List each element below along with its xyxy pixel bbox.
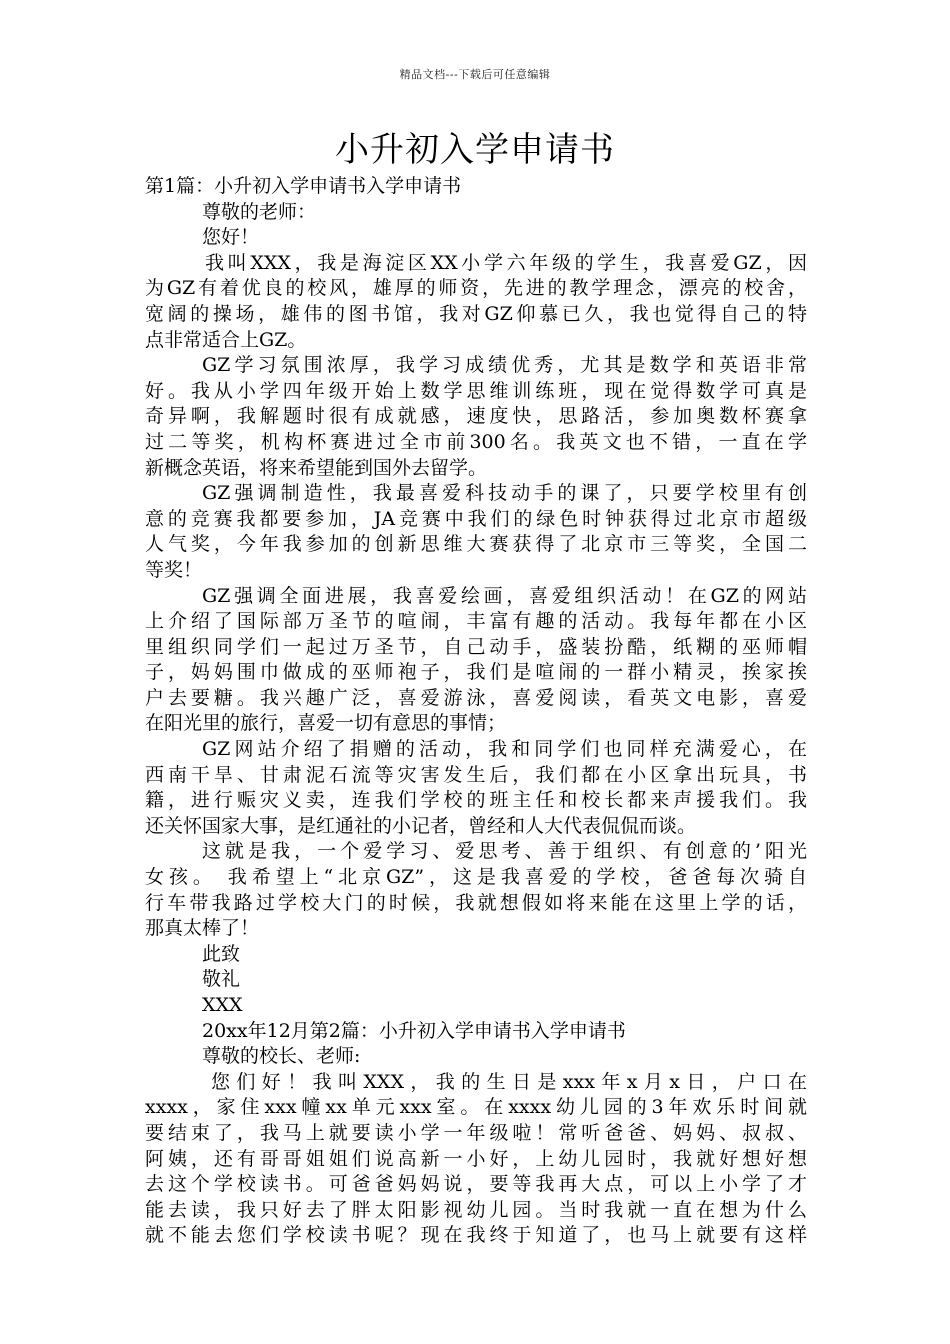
text-line: 此致 xyxy=(202,942,241,965)
text-line: 去这个学校读书。可爸爸妈妈说，要等我再大点，可以上小学了才 xyxy=(145,1173,807,1196)
text-line: 阿姨，还有哥哥姐姐们说高新一小好，上幼儿园时，我就好想好想 xyxy=(145,1147,807,1170)
text-line: 女孩。 我希望上“北京GZ”，这是我喜爱的学校，爸爸每次骑自 xyxy=(145,866,807,889)
text-line: XXX xyxy=(202,994,243,1016)
text-line: 人气奖，今年我参加的创新思维大赛获得了北京市三等奖，全国二 xyxy=(145,533,807,556)
text-line: GZ网站介绍了捐赠的活动，我和同学们也同样充满爱心，在 xyxy=(202,738,807,761)
text-line: 过二等奖，机构杯赛进过全市前300名。我英文也不错，一直在学 xyxy=(145,430,807,453)
text-line: 能去读，我只好去了胖太阳影视幼儿园。当时我就一直在想为什么 xyxy=(145,1198,807,1221)
text-line: 在阳光里的旅行，喜爱一切有意思的事情； xyxy=(145,712,507,735)
text-line: 里组织同学们一起过万圣节，自己动手，盛装扮酷，纸糊的巫师帽 xyxy=(145,635,807,658)
text-line: 户去要糖。我兴趣广泛，喜爱游泳，喜爱阅读，看英文电影，喜爱 xyxy=(145,686,807,709)
text-line: 要结束了，我马上就要读小学一年级啦！常听爸爸、妈妈、叔叔、 xyxy=(145,1121,807,1144)
text-line: 就不能去您们学校读书呢？现在我终于知道了，也马上就要有这样 xyxy=(145,1224,807,1247)
text-line: 上介绍了国际部万圣节的喧闹，丰富有趣的活动。我每年都在小区 xyxy=(145,610,807,633)
text-line: 您们好！我叫XXX，我的生日是xxx年x月x日，户口在 xyxy=(211,1070,807,1093)
text-line: 新概念英语，将来希望能到国外去留学。 xyxy=(145,456,488,479)
text-line: 好。我从小学四年级开始上数学思维训练班，现在觉得数学可真是 xyxy=(145,379,807,402)
text-line: 这就是我，一个爱学习、爱思考、善于组织、有创意的’阳光 xyxy=(202,840,807,863)
text-line: GZ强调制造性，我最喜爱科技动手的课了，只要学校里有创 xyxy=(202,482,807,505)
text-line: 西南干旱、甘肃泥石流等灾害发生后，我们都在小区拿出玩具，书 xyxy=(145,763,807,786)
text-line: 子，妈妈围巾做成的巫师袍子，我们是喧闹的一群小精灵，挨家挨 xyxy=(145,661,807,684)
text-line: 为GZ有着优良的校风，雄厚的师资，先进的教学理念，漂亮的校舍， xyxy=(145,277,807,300)
text-line: xxxx，家住xxx幢xx单元xxx室。在xxxx幼儿园的3年欢乐时间就 xyxy=(145,1096,807,1119)
text-line: 20xx年12月第2篇：小升初入学申请书入学申请书 xyxy=(202,1019,626,1042)
text-line: 尊敬的校长、老师: xyxy=(202,1045,361,1068)
text-line: 尊敬的老师： xyxy=(202,200,317,223)
text-line: 还关怀国家大事，是红通社的小记者，曾经和人大代表侃侃而谈。 xyxy=(145,814,697,837)
text-line: 点非常适合上GZ。 xyxy=(145,328,307,351)
text-line: 那真太棒了！ xyxy=(145,917,260,940)
text-line: 籍，进行赈灾义卖，连我们学校的班主任和校长都来声援我们。我 xyxy=(145,789,807,812)
text-line: 等奖！ xyxy=(145,558,203,581)
text-line: 我叫XXX，我是海淀区XX小学六年级的学生，我喜爱GZ，因 xyxy=(205,251,807,274)
document-body xyxy=(145,174,807,1249)
text-line: 宽阔的操场，雄伟的图书馆，我对GZ仰慕已久，我也觉得自己的特 xyxy=(145,302,807,325)
text-line: 您好！ xyxy=(202,226,260,249)
text-line: GZ学习氛围浓厚，我学习成绩优秀，尤其是数学和英语非常 xyxy=(202,354,807,377)
text-line: 敬礼 xyxy=(202,968,241,991)
text-line: 行车带我路过学校大门的时候，我就想假如将来能在这里上学的话， xyxy=(145,891,807,914)
text-line: GZ强调全面进展，我喜爱绘画，喜爱组织活动！在GZ的网站 xyxy=(202,584,807,607)
text-line: 奇异啊，我解题时很有成就感，速度快，思路活，参加奥数杯赛拿 xyxy=(145,405,807,428)
text-line: 第1篇：小升初入学申请书入学申请书 xyxy=(145,175,462,197)
text-line: 意的竞赛我都要参加，JA竞赛中我们的绿色时钟获得过北京市超级 xyxy=(145,507,807,530)
document-title: 小升初入学申请书 xyxy=(335,130,615,170)
header-note: 精品文档---下载后可任意编辑 xyxy=(399,68,551,81)
